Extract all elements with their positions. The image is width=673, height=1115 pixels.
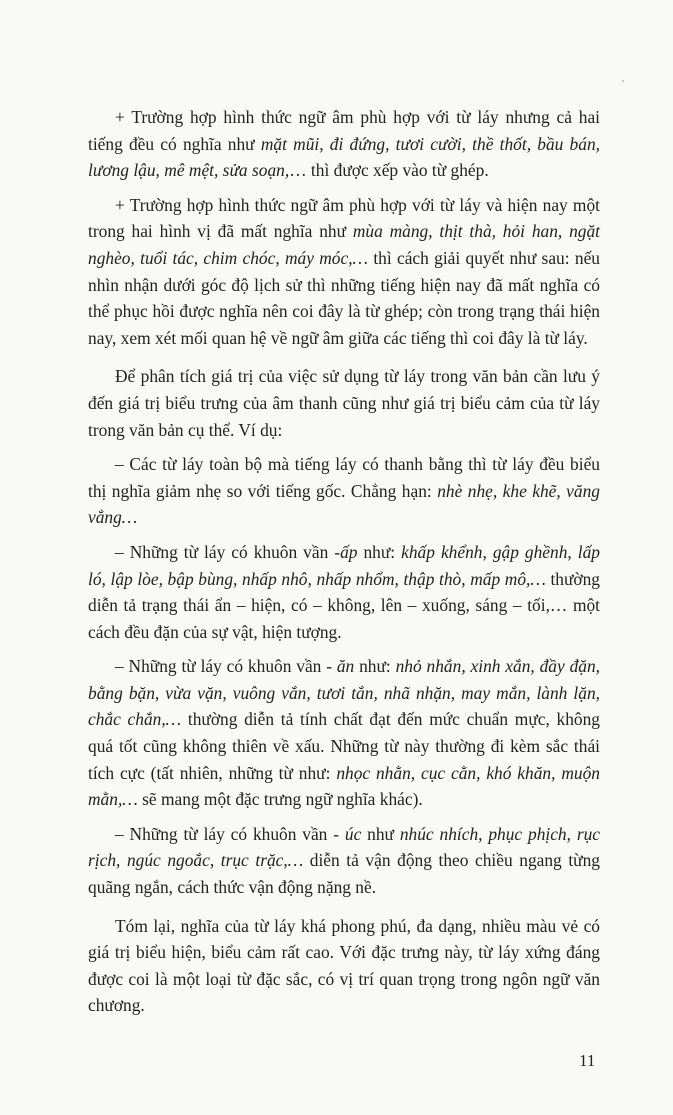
body-text: diễn tả vận động theo chiều ngang từng quãng ngắn, cách thức vận động nặng nề. [88,850,600,898]
italic-example-text: mặt mũi, đi đứng, tươi cười, thề thốt, bầu bán, lương lậu, mê mệt, sửa soạn, [88,133,600,181]
italic-example-text: nhúc nhích, phục phịch, rục rịch, ngúc ngoắc, trục trặc,… [88,823,601,871]
italic-example-text: khấp khểnh, gập ghềnh, lấp ló, lập lòe, bập bùng, nhấp nhô, nhấp nhổm, thập thò, mấp mô,… [88,541,600,589]
paragraph [88,653,600,813]
italic-example-text: nhọc nhằn, cục cằn, khó khăn, muộn mằn,… [88,762,600,810]
body-text: thường diễn tả trạng thái ẩn – hiện, có – không, lên – xuống, sáng – tối,… một cách đều đặn của sự vật, hiện tượng. [88,568,600,642]
body-text: sẽ mang một đặc trưng ngữ nghĩa khác). [137,789,423,810]
page-body [88,104,600,1027]
body-text: Để phân tích giá trị của việc sử dụng từ láy trong văn bản cần lưu ý đến giá trị biểu trưng của âm thanh cũng như giá trị biểu cảm của từ láy trong văn bản cụ thể. Ví dụ: [88,366,600,440]
body-text: + Trường hợp hình thức ngữ âm phù hợp với từ láy và hiện nay một trong hai hình vị đã mất nghĩa như [88,194,600,242]
body-text: + Trường hợp hình thức ngữ âm phù hợp với từ láy nhưng cả hai tiếng đều có nghĩa như [88,107,600,154]
body-text: như: [354,656,396,677]
scan-speck [622,80,624,82]
body-text: như: [357,541,402,562]
body-text: Tóm lại, nghĩa của từ láy khá phong phú, đa dạng, nhiều màu vẻ có giá trị biểu hiện, biểu cảm rất cao. Với đặc trưng này, từ láy xứng đáng được coi là một loại từ đặc sắc, có vị trí quan trọng trong ngôn ngữ văn chương. [88,915,600,1016]
body-text: thường diễn tả tính chất đạt đến mức chuẩn mực, không quá tốt cũng không thiên về xấu. Những từ này thường đi kèm sắc thái tích cực (tất nhiên, những từ như: [88,709,601,783]
paragraph [88,451,600,531]
italic-example-text: nhỏ nhắn, xinh xắn, đầy đặn, bằng bặn, vừa vặn, vuông vắn, tươi tắn, nhã nhặn, may mắn, lành lặn, chắc chắn,… [88,656,601,730]
italic-example-text: nhè nhẹ, khe khẽ, văng vẳng… [88,480,600,528]
body-text: – Các từ láy toàn bộ mà tiếng láy có thanh bằng thì từ láy đều biểu thị nghĩa giảm nhẹ so với tiếng gốc. Chẳng hạn: [88,454,600,501]
page-number: 11 [579,1051,596,1070]
body-text: thì cách giải quyết như sau: nếu nhìn nhận dưới góc độ lịch sử thì những tiếng hiện nay đã mất nghĩa có thể phục hồi được nghĩa nên coi đây là từ ghép; còn trong trạng thái hiện nay, xem xét mối quan hệ về ngữ âm giữa các tiếng thì coi đây là từ láy. [88,247,600,348]
italic-example-text: -ấp [334,541,358,562]
paragraph [88,192,600,352]
italic-example-text: ăn [336,656,355,677]
body-text: – Những từ láy có khuôn vần [115,541,335,562]
paragraph [88,539,600,645]
paragraph [88,821,600,901]
body-text: … thì được xếp vào từ ghép. [289,160,489,181]
paragraph [88,363,600,443]
body-text: – Những từ láy có khuôn vần - [115,656,337,677]
italic-example-text: mùa màng, thịt thà, hỏi han, ngặt nghèo, tuổi tác, chim chóc, máy móc,… [88,221,600,268]
paragraph [88,913,600,1019]
body-text: như [361,823,400,844]
italic-example-text: úc [344,823,362,844]
paragraph [88,104,600,184]
body-text: – Những từ láy có khuôn vần - [115,823,345,844]
